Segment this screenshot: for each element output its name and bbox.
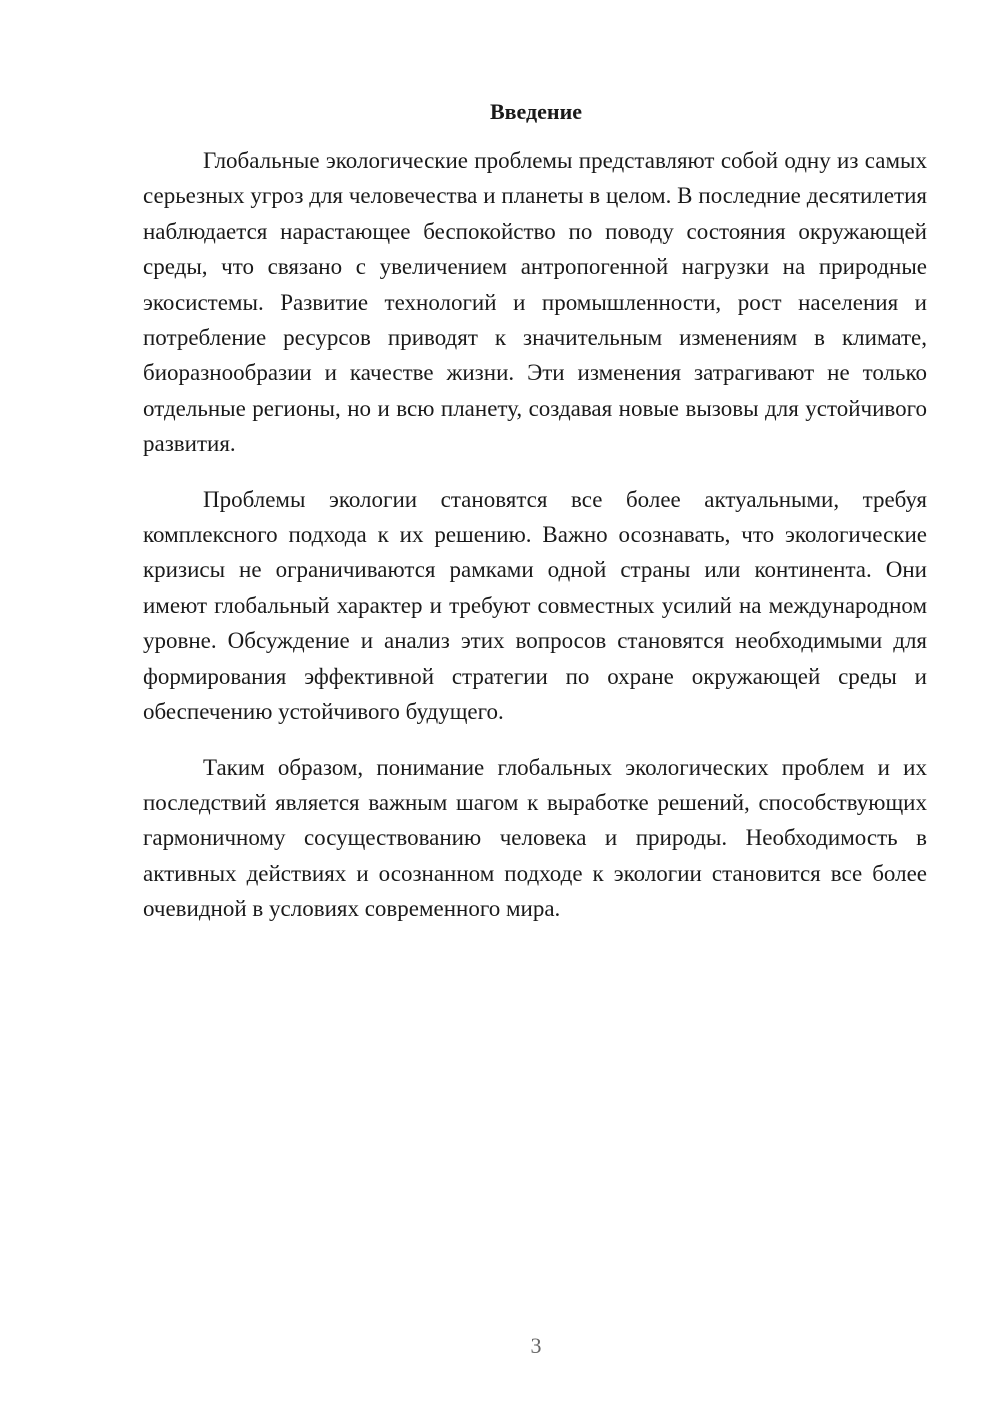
body-text — [143, 143, 927, 947]
paragraph-3: Таким образом, понимание глобальных экологических проблем и их последствий является важным шагом к выработке решений, способствующих гармоничному сосуществованию человека и природы. Необходимость в активных действиях и осознанном подходе к экологии становится все более очевидной в условиях современного мира. — [143, 754, 927, 922]
page-number: 3 — [530, 1333, 542, 1358]
paragraph-1: Глобальные экологические проблемы представляют собой одну из самых серьезных угроз для человечества и планеты в целом. В последние десятилетия наблюдается нарастающее беспокойство по поводу состояния окружающей среды, что связано с увеличением антропогенной нагрузки на природные экосистемы. Развитие технологий и промышленности, рост населения и потребление ресурсов приводят к значительным изменениям в климате, биоразнообразии и качестве жизни. Эти изменения затрагивают не только отдельные регионы, но и всю планету, создавая новые вызовы для устойчивого развития. — [143, 148, 927, 457]
paragraph-2: Проблемы экологии становятся все более актуальными, требуя комплексного подхода к их решению. Важно осознавать, что экологические кризисы не ограничиваются рамками одной страны или континента. Они имеют глобальный характер и требуют совместных усилий на международном уровне. Обсуждение и анализ этих вопросов становятся необходимыми для формирования эффективной стратегии по охране окружающей среды и обеспечению устойчивого будущего. — [143, 486, 927, 725]
page-title: Введение — [489, 99, 583, 124]
